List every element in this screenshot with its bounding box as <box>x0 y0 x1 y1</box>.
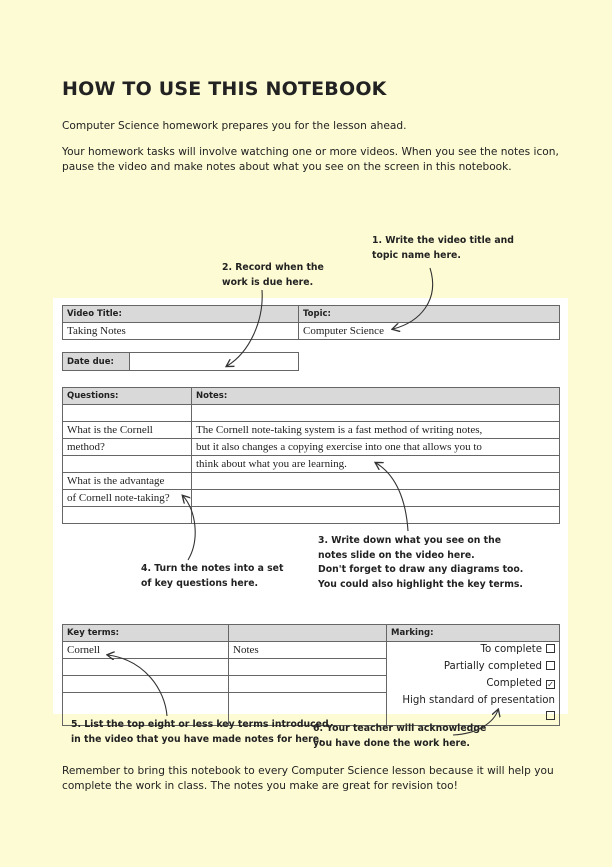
annotation-5: 5. List the top eight or less key terms introduced in the video that you have made notes for here. <box>71 719 329 745</box>
arrow-2 <box>227 290 262 366</box>
video-title-field[interactable]: Taking Notes <box>63 323 299 340</box>
marking-label: High standard of presentation <box>402 694 555 706</box>
arrow-1 <box>393 268 433 329</box>
footer-text <box>62 764 562 794</box>
annotation-4: 4. Turn the notes into a set of key questions here. <box>141 563 284 589</box>
intro-line-2: pause the video and make notes about what you see on the screen in this notebook. <box>62 161 512 173</box>
intro-line-1: Your homework tasks will involve watching one or more videos. When you see the notes icon, <box>62 146 559 158</box>
annotation-6: 6. Your teacher will acknowledge you have done the work here. <box>313 723 487 749</box>
footer-line-1: Remember to bring this notebook to every Computer Science lesson because it will help you <box>62 765 554 777</box>
topic-header: Topic: <box>299 306 560 323</box>
annotation-3: 3. Write down what you see on the notes slide on the video here. Don't forget to draw any diagrams too. You could also highlight the key terms. <box>318 535 524 590</box>
question-cell[interactable]: What is the advantage <box>63 473 192 490</box>
key-term-cell[interactable]: Cornell <box>63 642 229 659</box>
key-terms-header: Key terms: <box>63 625 229 642</box>
arrow-5 <box>108 655 167 716</box>
date-due-label: Date due: <box>63 353 130 371</box>
question-cell[interactable]: of Cornell note-taking? <box>63 490 192 507</box>
marking-header: Marking: <box>387 625 560 642</box>
key-term-note-cell[interactable]: Notes <box>229 642 387 659</box>
note-cell[interactable]: The Cornell note-taking system is a fast method of writing notes, <box>192 422 560 439</box>
note-cell[interactable]: but it also changes a copying exercise into one that allows you to <box>192 439 560 456</box>
questions-header: Questions: <box>63 388 192 405</box>
footer-line-2: complete the work in class. The notes you make are great for revision too! <box>62 780 458 792</box>
annotation-1: 1. Write the video title and topic name here. <box>372 235 514 261</box>
notes-header: Notes: <box>192 388 560 405</box>
page-title: HOW TO USE THIS NOTEBOOK <box>62 78 387 100</box>
question-cell[interactable]: What is the Cornell <box>63 422 192 439</box>
marking-label: Partially completed <box>443 661 542 672</box>
question-cell[interactable]: method? <box>63 439 192 456</box>
intro-paragraph-1: Computer Science homework prepares you for the lesson ahead. <box>62 120 407 132</box>
marking-label: To complete <box>480 644 542 656</box>
marking-label: Completed <box>486 678 542 689</box>
note-cell[interactable]: think about what you are learning. <box>192 456 560 473</box>
arrow-3 <box>376 463 408 531</box>
video-title-header: Video Title: <box>63 306 299 323</box>
annotation-2: 2. Record when the work is due here. <box>222 262 324 288</box>
arrow-6 <box>453 710 498 735</box>
arrow-4 <box>183 496 195 560</box>
topic-field[interactable]: Computer Science <box>299 323 560 340</box>
checkbox-completed[interactable]: ✓ <box>547 680 554 689</box>
